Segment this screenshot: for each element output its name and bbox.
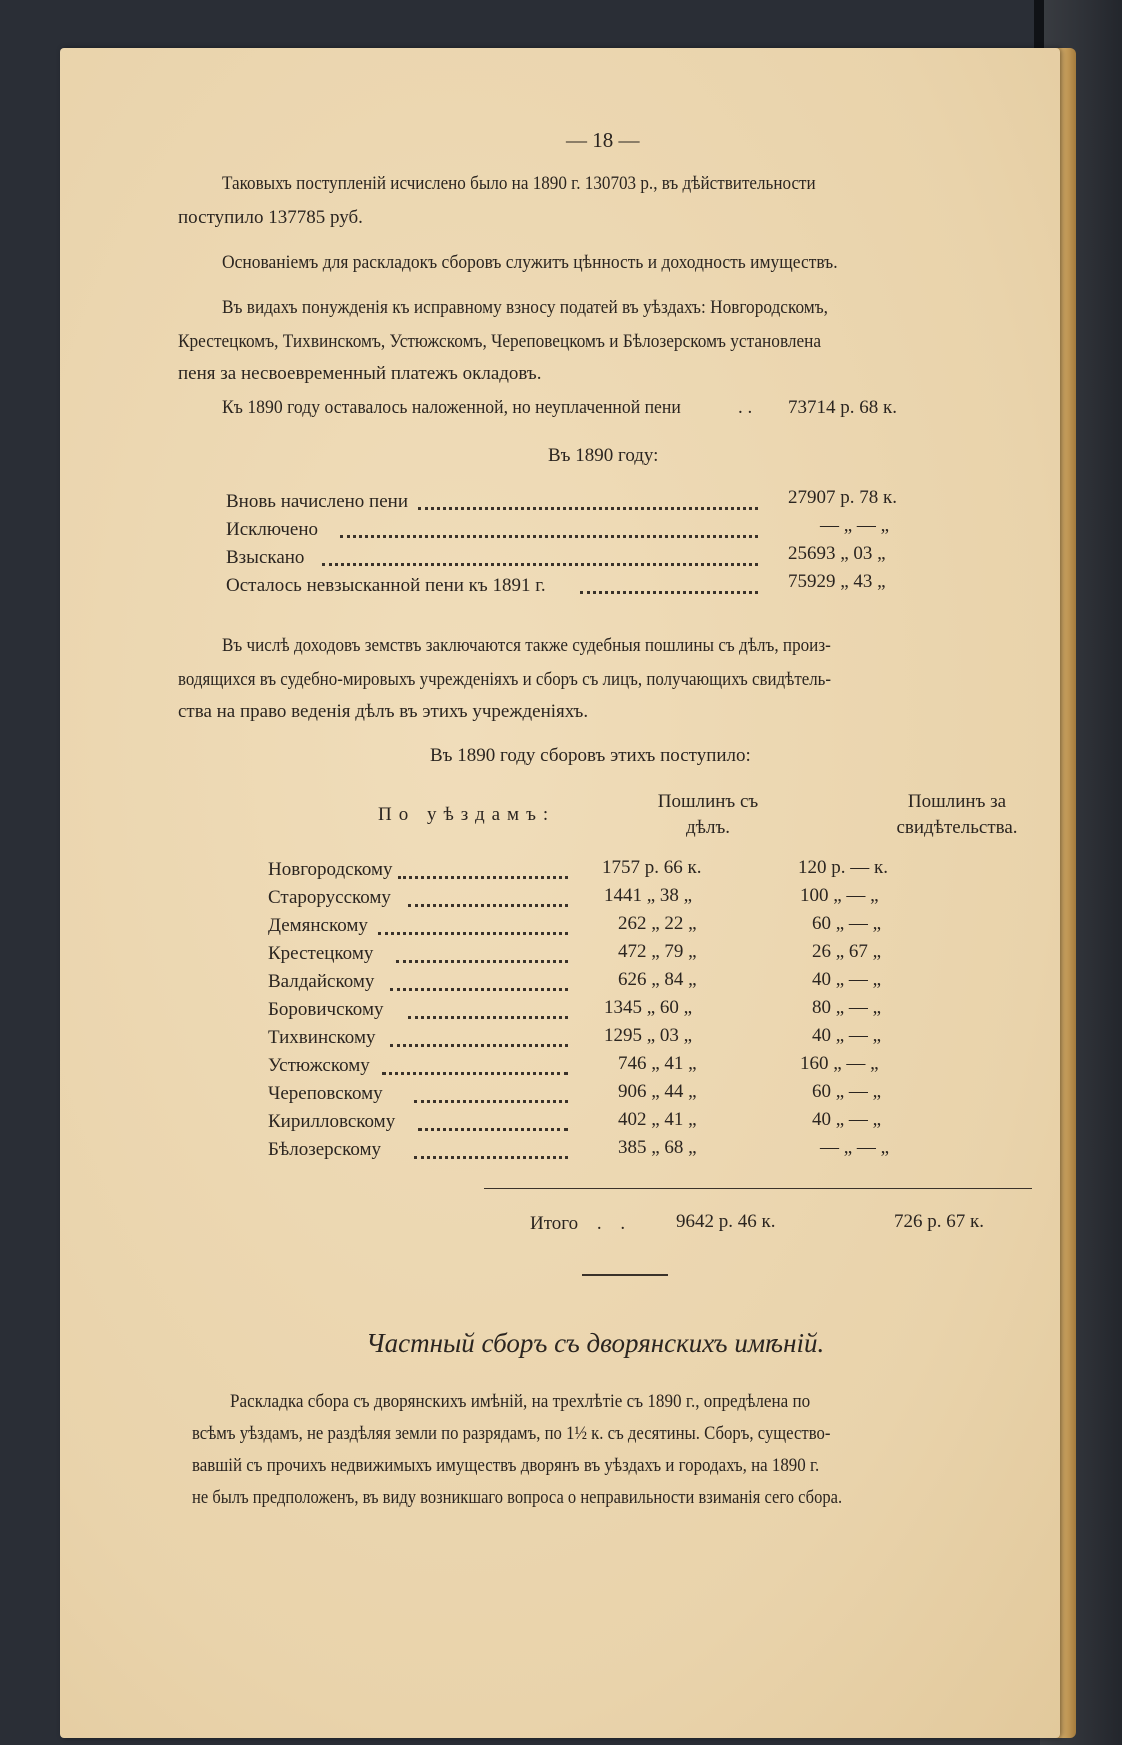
dot-leader: [580, 591, 758, 594]
dot-leader: [390, 988, 568, 991]
dot-leader: [390, 1044, 568, 1047]
dot-leader: [340, 535, 758, 538]
dot-leader: [418, 1128, 568, 1131]
para5-line1: Раскладка сбора съ дворянскихъ имѣній, на трехлѣтіе съ 1890 г., опредѣлена по: [230, 1391, 811, 1412]
row-district: Череповскому: [268, 1083, 383, 1104]
row-district: Демянскому: [268, 915, 368, 936]
row-certificates: 60 „ — „: [812, 913, 882, 934]
para2: Основаніемъ для раскладокъ сборовъ служитъ цѣнность и доходность имуществъ.: [222, 252, 838, 273]
dot-leader: [378, 932, 568, 935]
year-heading: Въ 1890 году:: [548, 445, 659, 466]
row-certificates: 80 „ — „: [812, 997, 882, 1018]
penalty-value-2: — „ — „: [820, 515, 890, 536]
para3-line1: Въ видахъ понужденія къ исправному взносу податей въ уѣздахъ: Новгородскомъ,: [222, 297, 829, 318]
total-rule: [484, 1188, 1032, 1189]
row-certificates: 100 „ — „: [800, 885, 879, 906]
penalty-value-3: 25693 „ 03 „: [788, 543, 886, 564]
para3-line3: пеня за несвоевременный платежъ окладовъ.: [178, 363, 542, 384]
remaining-penalty-label: Къ 1890 году оставалось наложенной, но неуплаченной пени: [222, 397, 681, 418]
column-header-certificates: свидѣтельства.: [896, 817, 1018, 838]
row-certificates: 26 „ 67 „: [812, 941, 882, 962]
row-district: Новгородскому: [268, 859, 393, 880]
column-header-cases: дѣлъ.: [685, 817, 731, 838]
dot-leader: [396, 960, 568, 963]
column-header-cases: Пошлинъ съ: [657, 791, 759, 812]
penalty-label-2: Исключено: [226, 519, 318, 540]
row-cases: 1295 „ 03 „: [604, 1025, 693, 1046]
row-cases: 1345 „ 60 „: [604, 997, 693, 1018]
row-cases: 1757 р. 66 к.: [602, 857, 702, 878]
total-cases: 9642 р. 46 к.: [676, 1211, 776, 1232]
row-certificates: 60 „ — „: [812, 1081, 882, 1102]
row-cases: 472 „ 79 „: [618, 941, 697, 962]
row-district: Устюжскому: [268, 1055, 370, 1076]
remaining-penalty-value: 73714 р. 68 к.: [788, 397, 897, 418]
row-cases: 385 „ 68 „: [618, 1137, 697, 1158]
para5-line4: не былъ предположенъ, въ виду возникшаго вопроса о неправильности взиманія сего сбора.: [192, 1487, 843, 1508]
row-certificates: 40 „ — „: [812, 1109, 882, 1130]
penalty-label-1: Вновь начислено пени: [226, 491, 408, 512]
row-certificates: 160 „ — „: [800, 1053, 879, 1074]
row-district: Тихвинскому: [268, 1027, 376, 1048]
para1-line1: Таковыхъ поступленій исчислено было на 1890 г. 130703 р., въ дѣйствительности: [222, 173, 816, 194]
section-heading: Частный сборъ съ дворянскихъ имѣній.: [366, 1328, 825, 1358]
row-cases: 746 „ 41 „: [618, 1053, 697, 1074]
total-label: Итого . .: [530, 1213, 626, 1234]
dot-leader: [382, 1072, 568, 1075]
row-district: Валдайскому: [268, 971, 375, 992]
row-district: Старорусскому: [268, 887, 391, 908]
row-district: Кирилловскому: [268, 1111, 396, 1132]
document-page: [60, 48, 1060, 1738]
penalty-label-3: Взыскано: [226, 547, 305, 568]
row-cases: 626 „ 84 „: [618, 969, 697, 990]
row-district: Боровичскому: [268, 999, 384, 1020]
dot-leader: [418, 507, 758, 510]
penalty-value-4: 75929 „ 43 „: [788, 571, 886, 592]
row-certificates: 40 „ — „: [812, 1025, 882, 1046]
para5-line2: всѣмъ уѣздамъ, не раздѣляя земли по разрядамъ, по 1½ к. съ десятины. Сборъ, существо-: [192, 1423, 831, 1444]
row-cases: 262 „ 22 „: [618, 913, 697, 934]
row-district: Крестецкому: [268, 943, 374, 964]
row-certificates: 40 „ — „: [812, 969, 882, 990]
table-heading: Въ 1890 году сборовъ этихъ поступило:: [430, 745, 751, 766]
para1-line2: поступило 137785 руб.: [178, 207, 363, 228]
page-number: — 18 —: [566, 128, 640, 152]
remaining-penalty-dots: . .: [738, 397, 753, 418]
column-header-certificates: Пошлинъ за: [907, 791, 1007, 812]
section-divider: [582, 1274, 668, 1276]
dot-leader: [408, 904, 568, 907]
para4-line3: ства на право веденія дѣлъ въ этихъ учрежденіяхъ.: [178, 701, 589, 722]
penalty-label-4: Осталось невзысканной пени къ 1891 г.: [226, 575, 546, 596]
penalty-value-1: 27907 р. 78 к.: [788, 487, 897, 508]
column-header-district: По уѣздамъ:: [378, 804, 556, 825]
dot-leader: [414, 1156, 568, 1159]
row-certificates: — „ — „: [820, 1137, 890, 1158]
para5-line3: вавшій съ прочихъ недвижимыхъ имуществъ дворянъ въ уѣздахъ и городахъ, на 1890 г.: [192, 1455, 820, 1476]
dot-leader: [322, 563, 758, 566]
dot-leader: [408, 1016, 568, 1019]
row-district: Бѣлозерскому: [268, 1139, 382, 1160]
total-certificates: 726 р. 67 к.: [894, 1211, 984, 1232]
para4-line2: водящихся въ судебно-мировыхъ учрежденіяхъ и сборъ съ лицъ, получающихъ свидѣтель-: [178, 669, 831, 690]
row-cases: 1441 „ 38 „: [604, 885, 693, 906]
row-certificates: 120 р. — к.: [798, 857, 888, 878]
para4-line1: Въ числѣ доходовъ земствъ заключаются также судебныя пошлины съ дѣлъ, произ-: [222, 635, 831, 656]
para3-line2: Крестецкомъ, Тихвинскомъ, Устюжскомъ, Череповецкомъ и Бѣлозерскомъ установлена: [178, 331, 822, 352]
dot-leader: [398, 876, 568, 879]
row-cases: 906 „ 44 „: [618, 1081, 697, 1102]
row-cases: 402 „ 41 „: [618, 1109, 697, 1130]
dot-leader: [414, 1100, 568, 1103]
